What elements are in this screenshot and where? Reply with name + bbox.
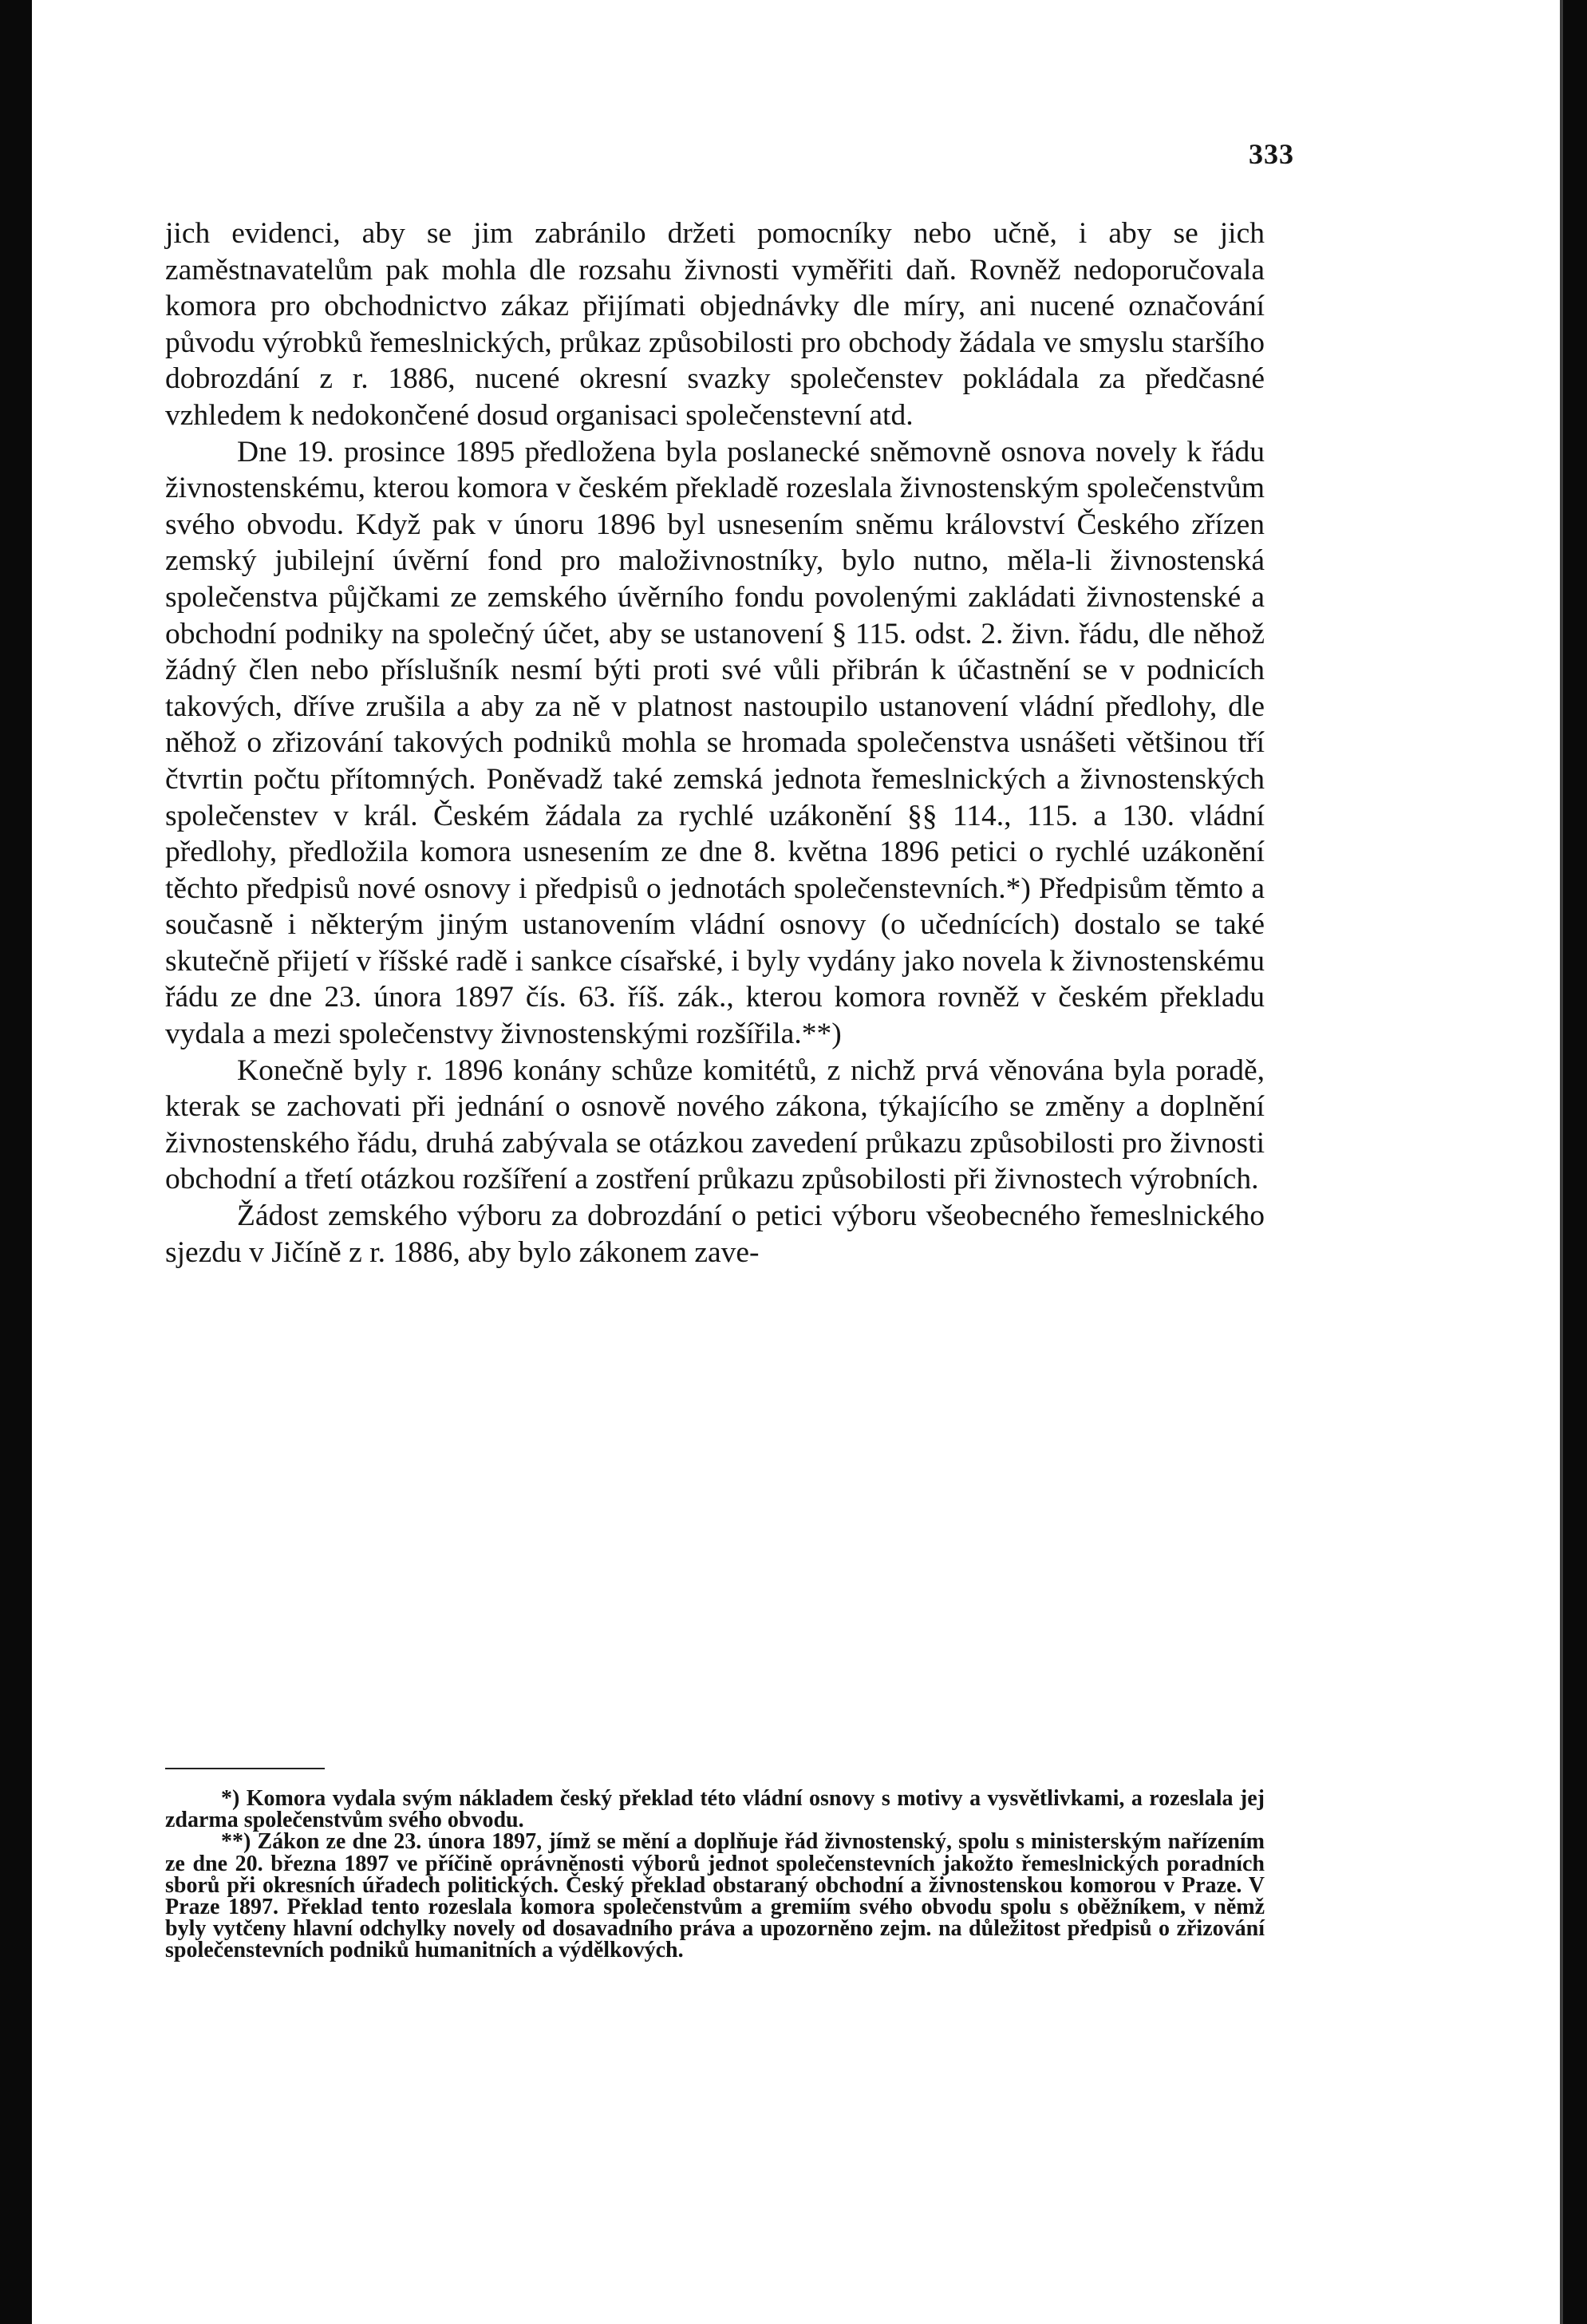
paragraph: Dne 19. prosince 1895 předložena byla poslanecké sněmovně osnova novely k řádu živnostenskému, kterou komora v českém překladě rozeslala živnostenským společenstvům svého obvodu. Když pak v únoru 1896 byl usnesením sněmu království Českého zřízen zemský jubilejní úvěrní fond pro maloživnostníky, bylo nutno, měla-li živnostenská společenstva půjčkami ze zemského úvěrního fondu povolenými zakládati živnostenské a obchodní podniky na společný účet, aby se ustanovení § 115. odst. 2. živn. řádu, dle něhož žádný člen nebo příslušník nesmí býti proti své vůli přibrán k účastnění se v podnicích takových, dříve zrušila a aby za ně v platnost nastoupilo ustanovení vládní předlohy, dle něhož o zřizování takových podniků mohla se hromada společenstva usnášeti většinou tří čtvrtin počtu přítomných. Poněvadž také zemská jednota řemeslnických a živnostenských společenstev v král. Českém žádala za rychlé uzákonění §§ 114., 115. a 130. vládní předlohy, předložila komora usnesením ze dne 8. května 1896 petici o rychlé uzákonění těchto předpisů nové osnovy i předpisů o jednotách společenstevních.*) Předpisům těmto a současně i některým jiným ustanovením vládní osnovy (o učednících) dostalo se také skutečně přijetí v říšské radě i sankce císařské, i byly vydány jako novela k živnostenskému řádu ze dne 23. února 1897 čís. 63. říš. zák., kterou komora rovněž v českém překladu vydala a mezi společenstvy živnostenskými rozšířila.**) [165,435,1265,1051]
paragraph: jich evidenci, aby se jim zabránilo držeti pomocníky nebo učně, i aby se jich zaměstnavatelům pak mohla dle rozsahu živnosti vyměřiti daň. Rovněž nedoporučovala komora pro obchodnictvo zákaz přijímati objednávky dle míry, ani nucené označování původu výrobků řemeslnických, průkaz způsobilosti pro obchody žádala ve smyslu staršího dobrozdání z r. 1886, nucené okresní svazky společenstev pokládala za předčasné vzhledem k nedokončené dosud organisaci společenstevní atd. [165,217,1265,432]
paragraph: Žádost zemského výboru za dobrozdání o petici výboru všeobecného řemeslnického sjezdu v Jičíně z r. 1886, aby bylo zákonem zave- [165,1200,1265,1269]
scan-border-left [0,0,32,2324]
footnote-divider [165,1768,325,1769]
page-number: 333 [1249,138,1294,170]
scan-border-right [1563,0,1587,2324]
footnote: *) Komora vydala svým nákladem český překlad této vládní osnovy s motivy a vysvětlivkami, a rozeslala jej zdarma společenstvům svého obvodu. [165,1786,1265,1833]
footnote: **) Zákon ze dne 23. února 1897, jímž se mění a doplňuje řád živnostenský, spolu s ministerským nařízením ze dne 20. března 1897 ve příčině oprávněnosti výborů jednot společenstevních jakožto řemeslnických poradních sborů při okresních úřadech politických. Český překlad obstaraný obchodní a živnostenskou komorou v Praze. V Praze 1897. Překlad tento rozeslala komora společenstvům a gremiím svého obvodu spolu s oběžníkem, v němž byly vytčeny hlavní odchylky novely od dosavadního práva a upozorněno zejm. na důležitost předpisů o zřizování společenstevních podniků humanitních a výdělkových. [165,1829,1265,1963]
body-text [165,215,1265,1271]
footnotes [165,1788,1265,1962]
paragraph: Konečně byly r. 1896 konány schůze komitétů, z nichž prvá věnována byla poradě, kterak se zachovati při jednání o osnově nového zákona, týkajícího se změny a doplnění živnostenského řádu, druhá zabývala se otázkou zavedení průkazu způsobilosti pro živnosti obchodní a třetí otázkou rozšíření a zostření průkazu způsobilosti při živnostech výrobních. [165,1053,1265,1196]
